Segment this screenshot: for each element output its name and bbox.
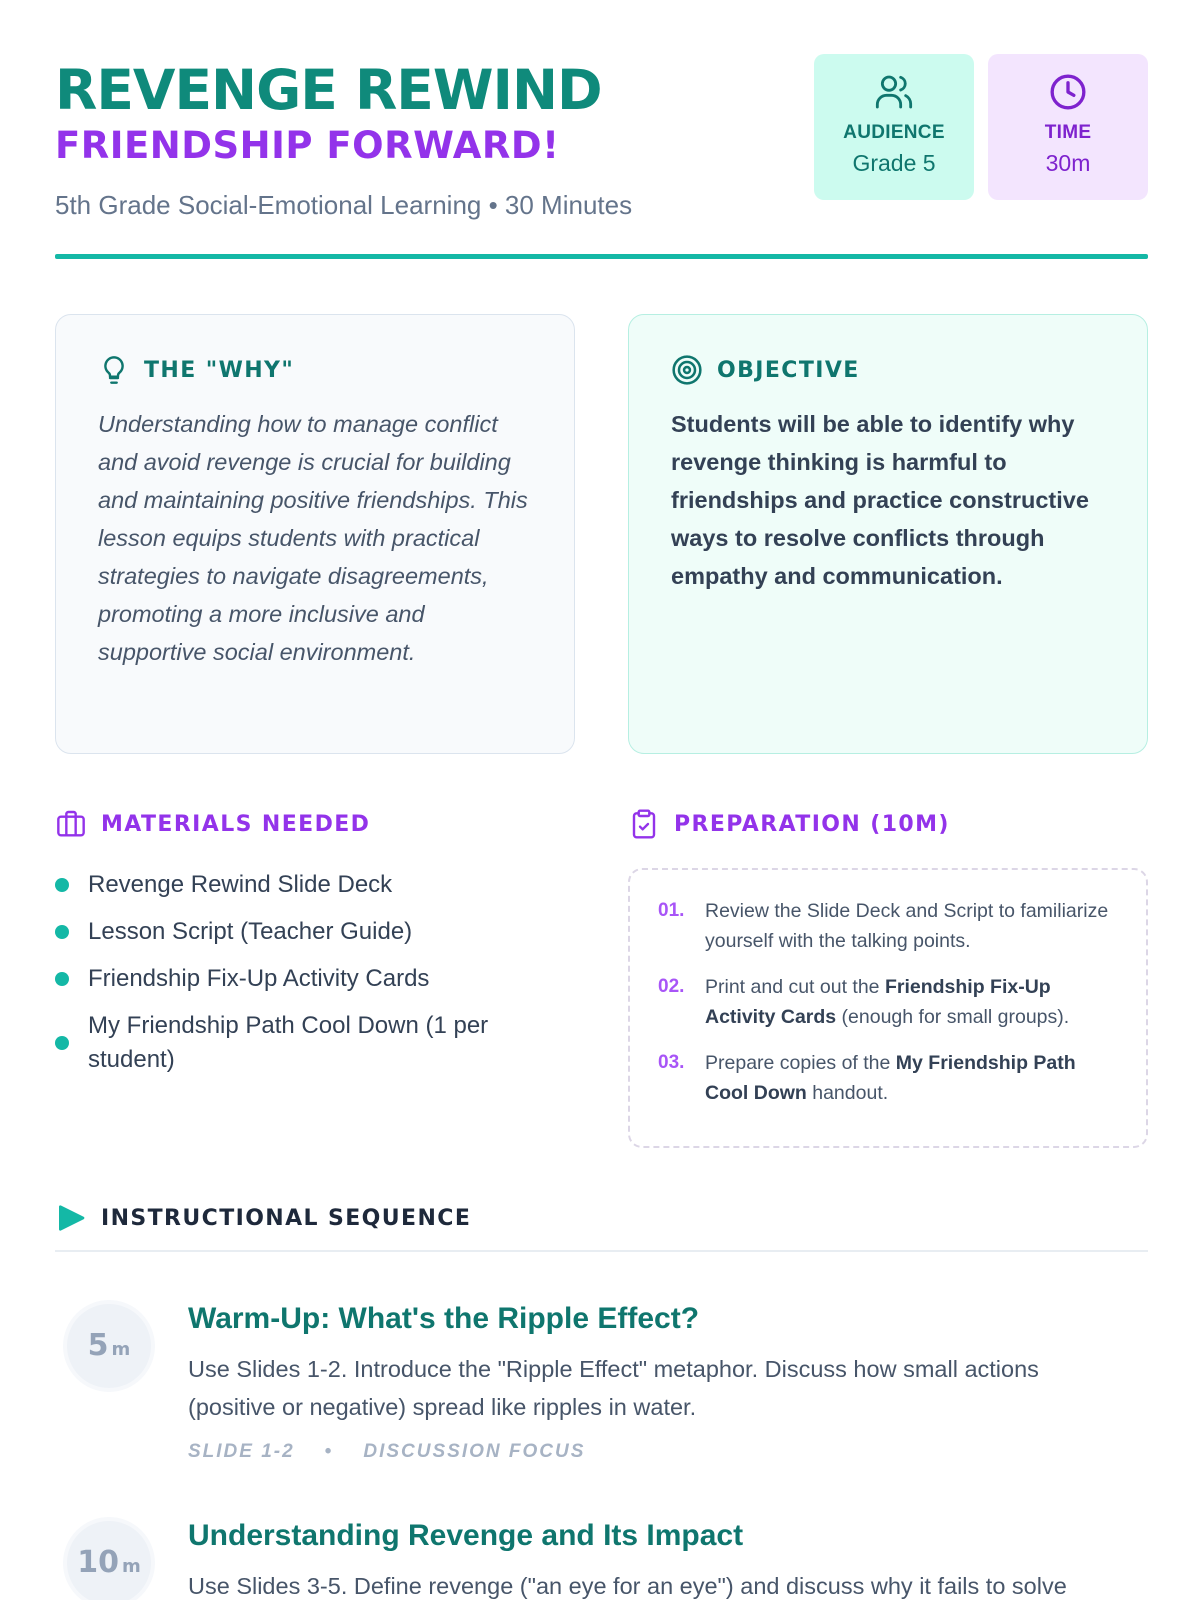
bullet-dot bbox=[55, 972, 69, 986]
page-title: REVENGE REWIND bbox=[55, 58, 602, 122]
bullet-dot bbox=[55, 878, 69, 892]
prep-text: Review the Slide Deck and Script to familiarize yourself with the talking points. bbox=[705, 900, 1109, 952]
step-slides: SLIDE 1-2 bbox=[188, 1441, 295, 1462]
sequence-divider bbox=[55, 1250, 1148, 1252]
list-item bbox=[55, 962, 555, 996]
header-divider bbox=[55, 254, 1148, 259]
why-card bbox=[55, 314, 575, 754]
duration-badge bbox=[63, 1300, 155, 1392]
sequence-heading-row bbox=[55, 1202, 471, 1234]
prep-step-text bbox=[705, 896, 1118, 956]
audience-badge bbox=[814, 54, 974, 200]
step-meta bbox=[188, 1441, 585, 1463]
materials-heading: MATERIALS NEEDED bbox=[101, 811, 371, 837]
step-focus: DISCUSSION FOCUS bbox=[363, 1441, 586, 1462]
audience-label: AUDIENCE bbox=[843, 122, 945, 143]
preparation-heading-row bbox=[628, 808, 950, 840]
prep-step bbox=[658, 972, 1118, 1032]
clock-icon bbox=[1048, 72, 1088, 112]
step-title: Understanding Revenge and Its Impact bbox=[188, 1519, 744, 1552]
prep-bold-text: Friendship Fix-Up Activity Cards bbox=[705, 976, 1051, 1028]
objective-heading: OBJECTIVE bbox=[717, 357, 860, 383]
bullet-dot bbox=[55, 925, 69, 939]
list-item bbox=[55, 868, 555, 902]
briefcase-icon bbox=[55, 808, 87, 840]
prep-step-number: 01. bbox=[658, 900, 685, 921]
prep-step-text bbox=[705, 1048, 1118, 1108]
why-heading: THE "WHY" bbox=[144, 357, 295, 383]
lightbulb-icon bbox=[98, 354, 130, 386]
bullet-dot bbox=[55, 1036, 69, 1050]
prep-step-number: 03. bbox=[658, 1052, 685, 1073]
sequence-heading: INSTRUCTIONAL SEQUENCE bbox=[101, 1205, 472, 1231]
material-label: Friendship Fix-Up Activity Cards bbox=[88, 965, 430, 992]
audience-value: Grade 5 bbox=[852, 150, 936, 176]
time-value: 30m bbox=[1045, 150, 1091, 176]
materials-heading-row bbox=[55, 808, 370, 840]
materials-list bbox=[55, 868, 555, 1090]
page-subtitle: FRIENDSHIP FORWARD! bbox=[55, 124, 560, 167]
objective-text: Students will be able to identify why revenge thinking is harmful to friendships and practice constructive ways to resolve conflicts through empathy and communication. bbox=[671, 411, 1089, 589]
duration-unit: m bbox=[121, 1556, 141, 1577]
duration-unit: m bbox=[111, 1339, 131, 1360]
duration-value: 5 bbox=[87, 1328, 109, 1363]
page-tagline: 5th Grade Social-Emotional Learning • 30 Minutes bbox=[55, 190, 633, 220]
users-icon bbox=[874, 72, 914, 112]
step-title: Warm-Up: What's the Ripple Effect? bbox=[188, 1302, 700, 1335]
step-description: Use Slides 3-5. Define revenge ("an eye for an eye") and discuss why it fails to solve bbox=[188, 1573, 1067, 1599]
why-text: Understanding how to manage conflict and avoid revenge is crucial for building and maintaining positive friendships. This lesson equips students with practical strategies to navigate disagreements, promoting a more inclusive and supportive social environment. bbox=[98, 411, 528, 665]
material-label: My Friendship Path Cool Down (1 per student) bbox=[88, 1012, 489, 1073]
preparation-box bbox=[628, 868, 1148, 1148]
prep-bold-text: My Friendship Path Cool Down bbox=[705, 1052, 1076, 1104]
prep-text: handout. bbox=[806, 1082, 889, 1104]
target-icon bbox=[671, 354, 703, 386]
list-item bbox=[55, 915, 555, 949]
time-label: TIME bbox=[1044, 122, 1092, 143]
time-badge bbox=[988, 54, 1148, 200]
objective-card bbox=[628, 314, 1148, 754]
duration-badge bbox=[63, 1517, 155, 1600]
material-label: Lesson Script (Teacher Guide) bbox=[88, 918, 413, 945]
prep-step-number: 02. bbox=[658, 976, 685, 997]
prep-step-text bbox=[705, 972, 1118, 1032]
duration-value: 10 bbox=[77, 1545, 119, 1580]
prep-text: Prepare copies of the bbox=[705, 1052, 896, 1074]
clipboard-check-icon bbox=[628, 808, 660, 840]
prep-step bbox=[658, 896, 1118, 956]
prep-text: Print and cut out the bbox=[705, 976, 885, 998]
material-label: Revenge Rewind Slide Deck bbox=[88, 871, 393, 898]
list-item bbox=[55, 1009, 555, 1077]
prep-step bbox=[658, 1048, 1118, 1108]
step-description: Use Slides 1-2. Introduce the "Ripple Effect" metaphor. Discuss how small actions (positive or negative) spread like ripples in water. bbox=[188, 1356, 1039, 1420]
prep-text: (enough for small groups). bbox=[836, 1006, 1070, 1028]
play-icon bbox=[55, 1202, 87, 1234]
preparation-heading: PREPARATION (10M) bbox=[674, 811, 950, 837]
meta-separator: • bbox=[324, 1441, 334, 1462]
